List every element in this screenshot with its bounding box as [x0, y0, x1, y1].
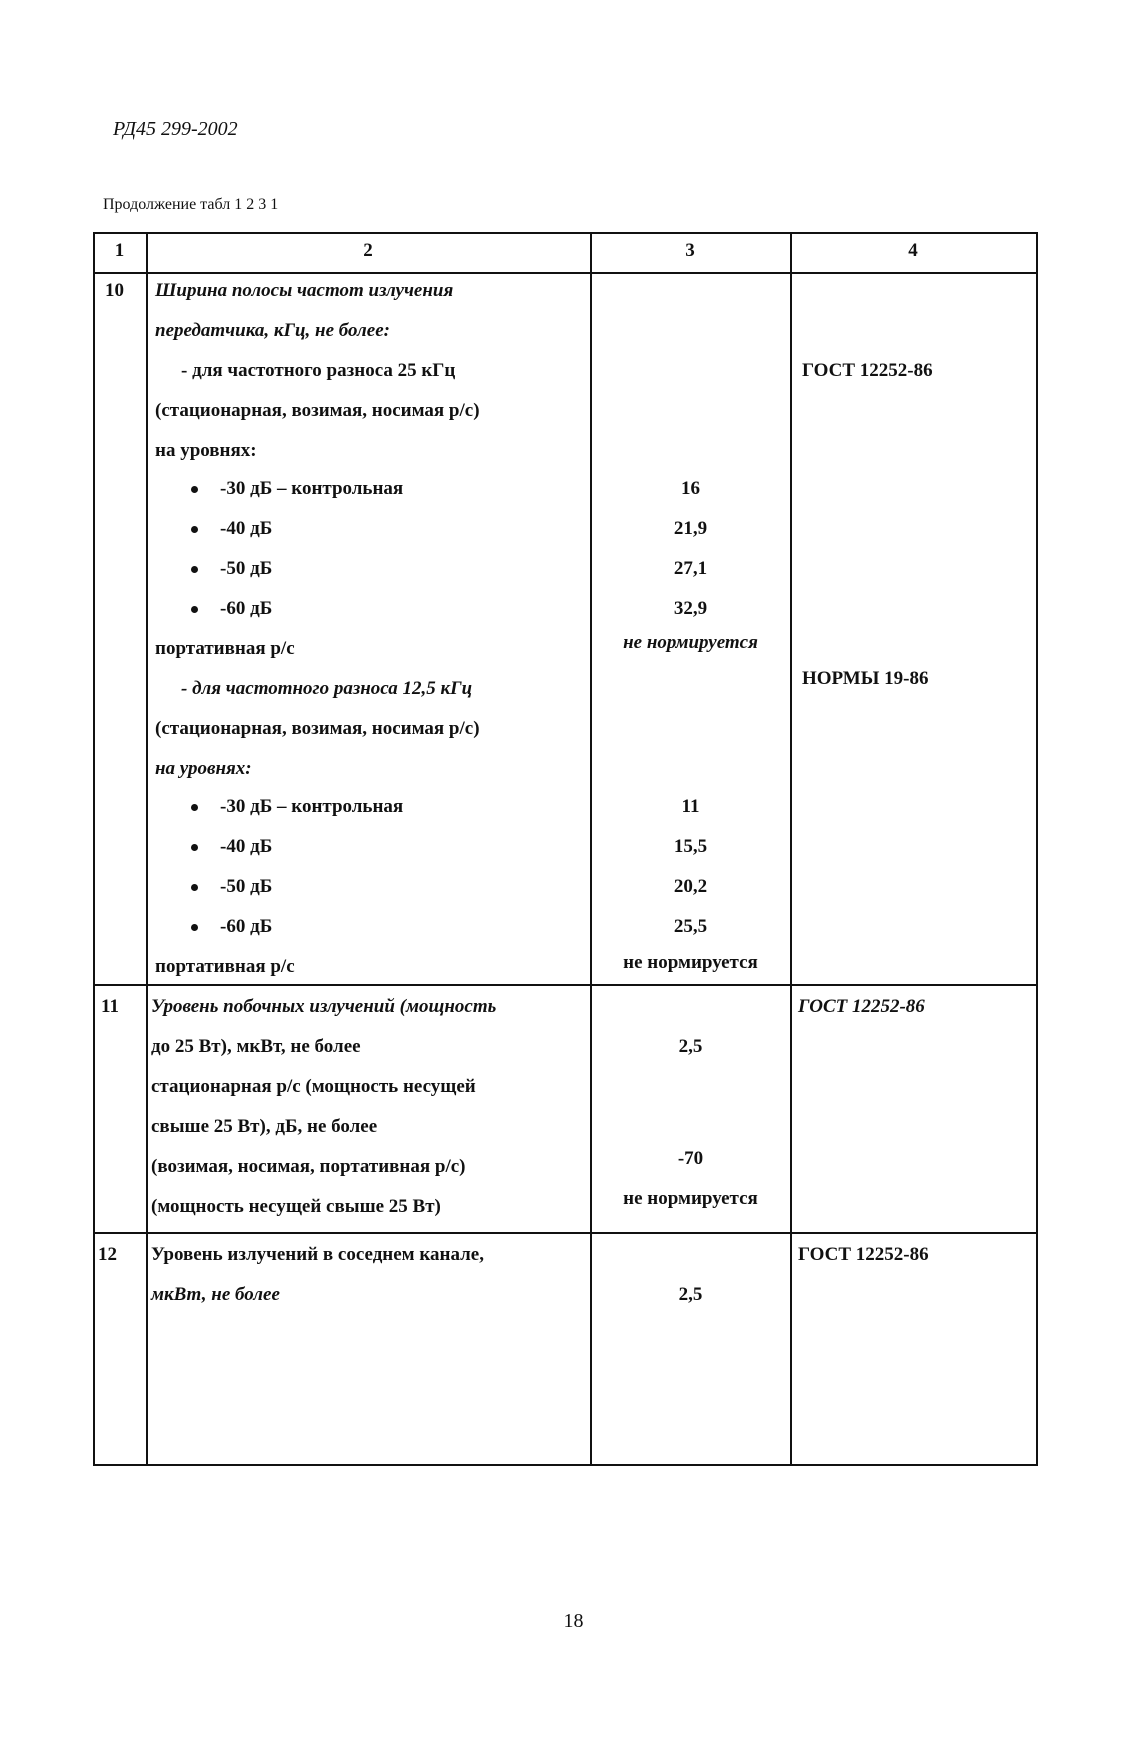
- row-10-subitem-12-5khz: - для частотного разноса 12,5 кГц: [181, 678, 473, 699]
- row-10-reference: ГОСТ 12252-86: [802, 360, 933, 381]
- header-col-2: 2: [363, 240, 373, 261]
- row-10-level-50-b: -50 дБ: [191, 876, 272, 898]
- row-10-station-types: (стационарная, возимая, носимая р/с): [155, 400, 480, 421]
- bullet-icon: [191, 924, 198, 931]
- table-continuation-label: Продолжение табл 1 2 3 1: [103, 196, 279, 213]
- row-10-value: не нормируется: [623, 632, 758, 653]
- row-10-level-60: -60 дБ: [191, 598, 272, 620]
- header-col-3: 3: [685, 240, 695, 261]
- row-10-title-line-1: Ширина полосы частот излучения: [155, 280, 454, 301]
- row-12-reference: ГОСТ 12252-86: [798, 1244, 929, 1265]
- row-11-line-1: Уровень побочных излучений (мощность: [151, 996, 497, 1017]
- row-11-line-3: стационарная р/с (мощность несущей: [151, 1076, 476, 1097]
- row-10-value: 27,1: [673, 558, 708, 579]
- row-10-value: не нормируется: [623, 952, 758, 973]
- row-10-level-40-b: -40 дБ: [191, 836, 272, 858]
- bullet-icon: [191, 566, 198, 573]
- row-11-value: -70: [677, 1148, 704, 1169]
- row-11-line-4: свыше 25 Вт), дБ, не более: [151, 1116, 378, 1137]
- row-10-station-types-2: (стационарная, возимая, носимая р/с): [155, 718, 480, 739]
- bullet-icon: [191, 486, 198, 493]
- row-divider-10-11: [93, 984, 1038, 986]
- row-divider-11-12: [93, 1232, 1038, 1234]
- row-11-number: 11: [101, 996, 119, 1017]
- col-divider-1: [146, 232, 148, 1466]
- bullet-icon: [191, 884, 198, 891]
- row-11-line-2: до 25 Вт), мкВт, не более: [151, 1036, 361, 1057]
- header-divider: [93, 272, 1038, 274]
- row-11-value: не нормируется: [623, 1188, 758, 1209]
- row-11-value: 2,5: [678, 1036, 703, 1057]
- row-10-value: 15,5: [673, 836, 708, 857]
- row-12-value: 2,5: [678, 1284, 703, 1305]
- row-10-reference: НОРМЫ 19-86: [802, 668, 929, 689]
- row-10-level-60-b: -60 дБ: [191, 916, 272, 938]
- page-number: 18: [563, 1610, 584, 1632]
- row-10-portable: портативная р/с: [155, 638, 295, 659]
- bullet-icon: [191, 606, 198, 613]
- row-11-reference: ГОСТ 12252-86: [798, 996, 925, 1017]
- bullet-icon: [191, 844, 198, 851]
- row-10-levels-label: на уровнях:: [155, 440, 257, 461]
- table-border-right: [1036, 232, 1038, 1466]
- row-12-line-1: Уровень излучений в соседнем канале,: [151, 1244, 484, 1265]
- table-border-left: [93, 232, 95, 1466]
- row-10-number: 10: [105, 280, 124, 301]
- bullet-icon: [191, 804, 198, 811]
- row-10-value: 32,9: [673, 598, 708, 619]
- row-10-level-30: -30 дБ – контрольная: [191, 478, 403, 500]
- header-col-1: 1: [114, 240, 125, 261]
- table-border-top: [93, 232, 1038, 234]
- row-10-level-30-b: -30 дБ – контрольная: [191, 796, 403, 818]
- row-10-title-line-2: передатчика, кГц, не более:: [155, 320, 390, 341]
- header-col-4: 4: [908, 240, 918, 261]
- row-12-number: 12: [98, 1244, 117, 1265]
- row-12-line-2: мкВт, не более: [151, 1284, 280, 1305]
- col-divider-2: [590, 232, 592, 1466]
- row-10-level-40: -40 дБ: [191, 518, 272, 540]
- specification-table: [93, 232, 1038, 1466]
- row-10-value: 21,9: [673, 518, 708, 539]
- row-10-value: 20,2: [673, 876, 708, 897]
- row-10-level-50: -50 дБ: [191, 558, 272, 580]
- row-11-line-5: (возимая, носимая, портативная р/с): [151, 1156, 466, 1177]
- row-10-levels-label-2: на уровнях:: [155, 758, 252, 779]
- col-divider-3: [790, 232, 792, 1466]
- row-10-value: 16: [681, 478, 700, 499]
- row-10-subitem-25khz: - для частотного разноса 25 кГц: [181, 360, 456, 381]
- row-10-value: 11: [681, 796, 700, 817]
- document-code: РД45 299-2002: [113, 118, 238, 140]
- table-border-bottom: [93, 1464, 1038, 1466]
- row-11-line-6: (мощность несущей свыше 25 Вт): [151, 1196, 441, 1217]
- row-10-portable-2: портативная р/с: [155, 956, 295, 977]
- row-10-value: 25,5: [673, 916, 708, 937]
- bullet-icon: [191, 526, 198, 533]
